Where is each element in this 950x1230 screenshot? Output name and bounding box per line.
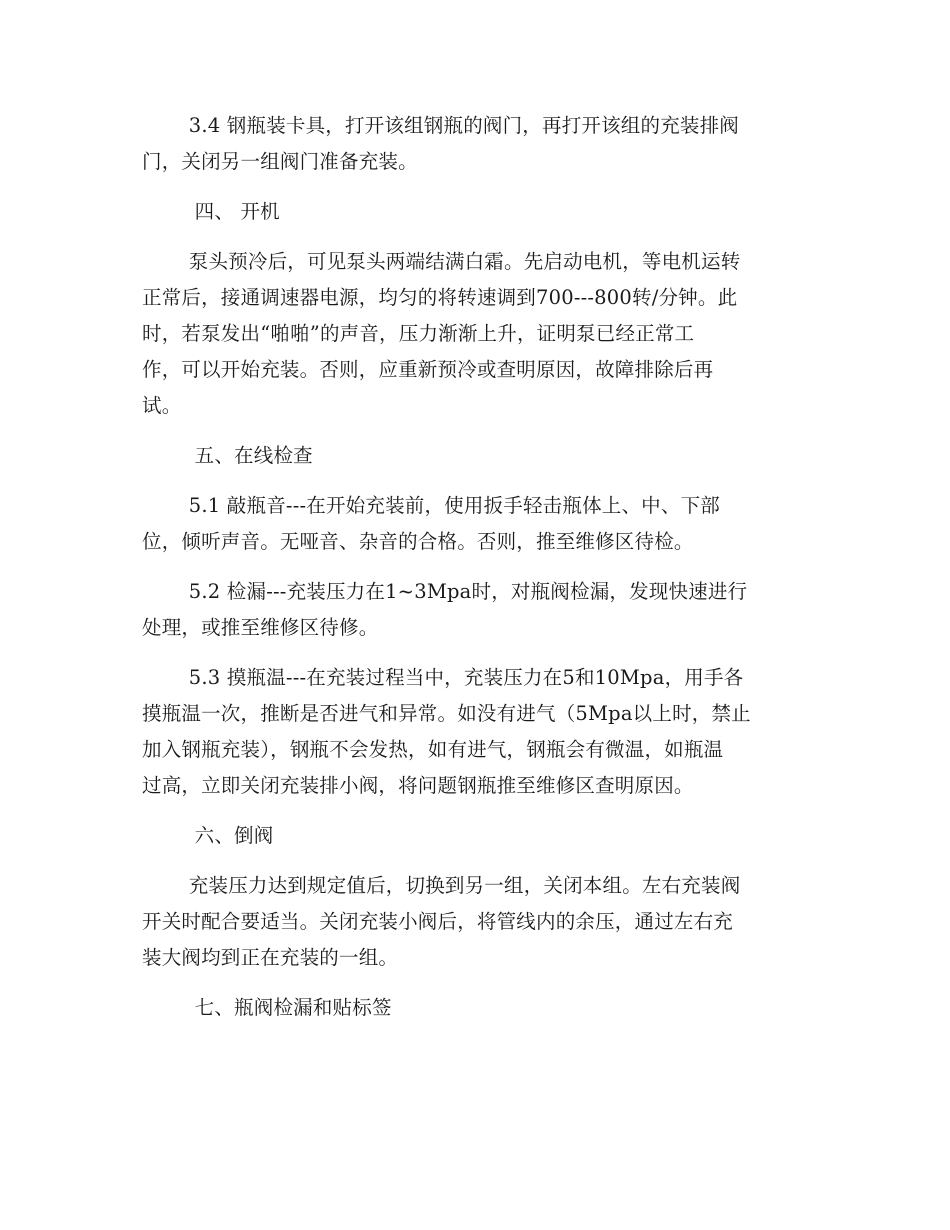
text-line: 加入钢瓶充装），钢瓶不会发热，如有进气，钢瓶会有微温，如瓶温 <box>142 738 724 761</box>
text-line: 泵头预冷后，可见泵头两端结满白霜。先启动电机，等电机运转 <box>188 250 741 273</box>
paragraph-5-1 <box>142 488 808 560</box>
text-line: 时，若泵发出“啪啪”的声音，压力渐渐上升，证明泵已经正常工 <box>142 322 695 345</box>
text-line: 处理，或推至维修区待修。 <box>142 616 379 639</box>
section-heading-5 <box>142 438 808 474</box>
text-line: 5.1 敲瓶音---在开始充装前，使用扳手轻击瓶体上、中、下部 <box>188 494 720 517</box>
section-heading-4 <box>142 194 808 230</box>
paragraph-3-4 <box>142 108 808 180</box>
heading-text: 六、倒阀 <box>194 824 274 847</box>
text-line: 装大阀均到正在充装的一组。 <box>142 946 399 969</box>
text-line: 摸瓶温一次，推断是否进气和异常。如没有进气（5Mpa以上时，禁止 <box>142 702 751 725</box>
text-line: 正常后，接通调速器电源，均匀的将转速调到700---800转/分钟。此 <box>142 286 738 309</box>
heading-text: 四、 开机 <box>194 200 280 223</box>
heading-text: 七、瓶阀检漏和贴标签 <box>194 996 392 1019</box>
paragraph-switch-valve <box>142 868 808 976</box>
text-line: 3.4 钢瓶装卡具，打开该组钢瓶的阀门，再打开该组的充装排阀 <box>188 114 740 137</box>
text-line: 过高，立即关闭充装排小阀，将问题钢瓶推至维修区查明原因。 <box>142 774 694 797</box>
paragraph-startup <box>142 244 808 424</box>
text-line: 开关时配合要适当。关闭充装小阀后，将管线内的余压，通过左右充 <box>142 910 734 933</box>
section-heading-7 <box>142 990 808 1026</box>
text-line: 位，倾听声音。无哑音、杂音的合格。否则，推至维修区待检。 <box>142 530 694 553</box>
paragraph-5-2 <box>142 574 808 646</box>
text-line: 试。 <box>142 394 182 417</box>
text-line: 5.2 检漏---充装压力在1~3Mpa时，对瓶阀检漏，发现快速进行 <box>188 580 748 603</box>
section-heading-6 <box>142 818 808 854</box>
text-line: 5.3 摸瓶温---在充装过程当中，充装压力在5和10Mpa，用手各 <box>188 666 744 689</box>
document-body <box>142 108 808 1040</box>
heading-text: 五、在线检查 <box>194 444 313 467</box>
text-line: 门，关闭另一组阀门准备充装。 <box>142 150 418 173</box>
text-line: 充装压力达到规定值后，切换到另一组，关闭本组。左右充装阀 <box>188 874 741 897</box>
paragraph-5-3 <box>142 660 808 804</box>
text-line: 作，可以开始充装。否则，应重新预冷或查明原因，故障排除后再 <box>142 358 714 381</box>
